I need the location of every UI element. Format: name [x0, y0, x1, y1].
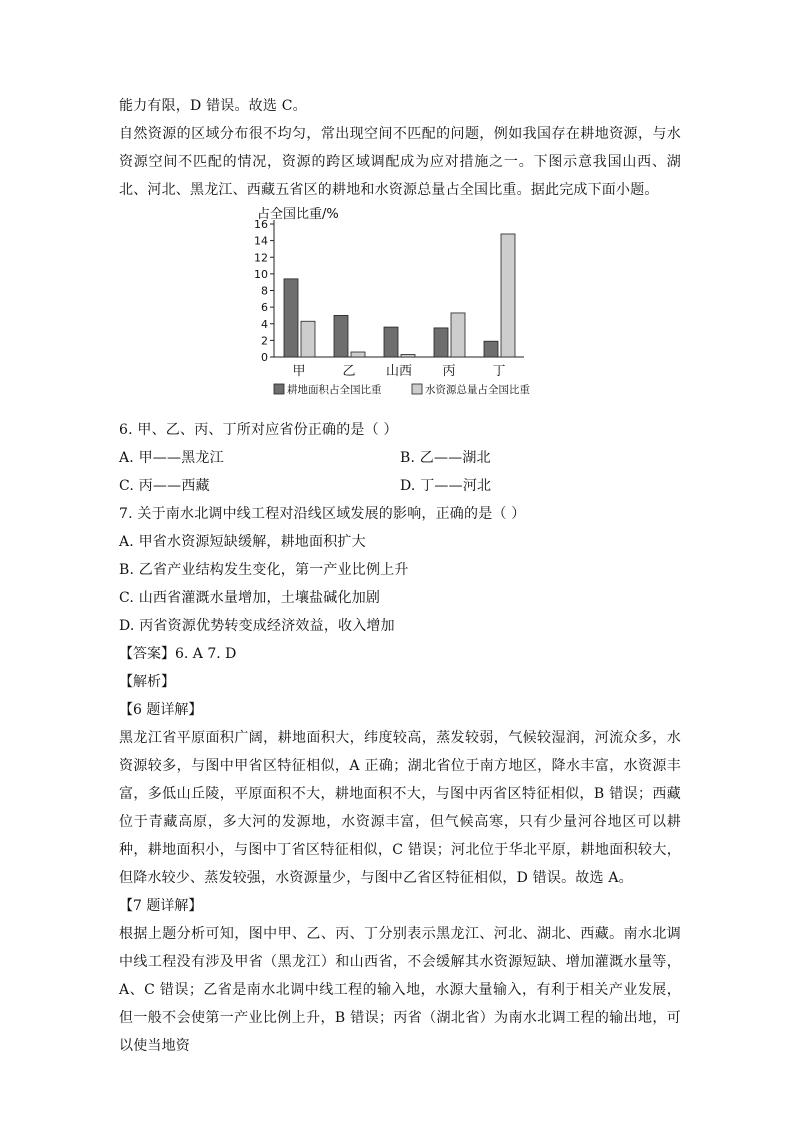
legend-label-1: 水资源总量占全国比重: [425, 384, 530, 396]
bar-farmland-2: [384, 327, 398, 357]
bar-water-1: [351, 352, 365, 357]
x-tick-label-1: 乙: [342, 364, 356, 379]
q6-detail: 黑龙江省平原面积广阔，耕地面积大，纬度较高，蒸发较弱，气候较湿润，河流众多，水资源较多，与图中甲省区特征相似，A 正确；湖北省位于南方地区，降水丰富，水资源丰富，多低山丘陵，平原面积不大，耕地面积不大，与图中丙省区特征相似，B 错误；西藏位于青藏高原，多大河的发源地，水资源丰富，但气候高寒，只有少量河谷地区可以耕种，耕地面积小，与图中丁省区特征相似，C 错误；河北位于华北平原，耕地面积较大，但降水较少、蒸发较强，水资源量少，与图中乙省区特征相似，D 错误。故选 A。: [119, 730, 681, 886]
x-tick-label-2: 山西: [385, 364, 413, 379]
q6-option-b: B. 乙——湖北: [400, 450, 491, 466]
bar-farmland-1: [334, 315, 348, 357]
question-6-options-row-1: [119, 444, 681, 472]
q6-option-c: C. 丙——西藏: [119, 478, 210, 494]
q7-option-c: C. 山西省灌溉水量增加，土壤盐碱化加剧: [119, 590, 381, 606]
q7-detail: 根据上题分析可知，图中甲、乙、丙、丁分别表示黑龙江、河北、湖北、西藏。南水北调中线工程没有涉及甲省（黑龙江）和山西省，不会缓解其水资源短缺、增加灌溉水量等，A、C 错误；乙省是南水北调中线工程的输入地，水源大量输入，有利于相关产业发展，但一般不会使第一产业比例上升，B 错误；丙省（湖北省）为南水北调工程的输出地，可以使当地资: [119, 926, 681, 1054]
q7-option-a: A. 甲省水资源短缺缓解，耕地面积扩大: [119, 534, 366, 550]
q6-option-d: D. 丁——河北: [400, 478, 492, 494]
document-page: [119, 92, 681, 1060]
x-tick-label-0: 甲: [292, 364, 306, 379]
x-tick-labels: [292, 364, 505, 379]
bar-farmland-4: [484, 341, 498, 357]
bar-farmland-3: [434, 328, 448, 357]
analysis-heading: 【解析】: [119, 674, 175, 690]
bar-water-0: [301, 321, 315, 357]
legend: [274, 383, 530, 396]
y-tick-label: 0: [261, 351, 268, 364]
answer-line: 【答案】6. A 7. D: [119, 646, 237, 662]
x-tick-label-3: 丙: [442, 364, 456, 379]
bar-farmland-0: [284, 279, 298, 357]
bars: [284, 234, 515, 357]
y-tick-label: 8: [261, 284, 268, 298]
q6-option-a: A. 甲——黑龙江: [119, 450, 224, 466]
bar-water-2: [401, 355, 415, 357]
bar-water-4: [501, 234, 515, 357]
legend-swatch-1: [412, 384, 422, 394]
q7-option-d: D. 丙省资源优势转变成经济效益，收入增加: [119, 618, 395, 634]
y-tick-label: 10: [254, 267, 268, 281]
question-stem: 自然资源的区域分布很不均匀，常出现空间不匹配的问题，例如我国存在耕地资源，与水资源空间不匹配的情况，资源的跨区域调配成为应对措施之一。下图示意我国山西、湖北、河北、黑龙江、西藏五省区的耕地和水资源总量占全国比重。据此完成下面小题。: [119, 126, 681, 198]
y-tick-label: 2: [261, 334, 268, 348]
question-6-options-row-2: [119, 472, 681, 500]
bar-water-3: [451, 313, 465, 357]
y-tick-label: 14: [254, 234, 268, 248]
question-7-stem: 7. 关于南水北调中线工程对沿线区域发展的影响，正确的是（ ）: [119, 506, 526, 522]
legend-label-0: 耕地面积占全国比重: [287, 384, 382, 396]
y-tick-label: 12: [254, 251, 268, 265]
x-tick-label-4: 丁: [492, 364, 506, 379]
q7-detail-heading: 【7 题详解】: [119, 898, 203, 914]
y-tick-label: 16: [254, 218, 268, 231]
legend-swatch-0: [274, 384, 284, 394]
question-6-stem: 6. 甲、乙、丙、丁所对应省份正确的是（ ）: [119, 422, 398, 438]
q6-detail-heading: 【6 题详解】: [119, 702, 203, 718]
chart-svg: [119, 204, 681, 416]
y-tick-label: 4: [261, 317, 268, 331]
bar-chart: [119, 204, 681, 416]
previous-answer-tail: 能力有限，D 错误。故选 C。: [119, 98, 307, 114]
q7-option-b: B. 乙省产业结构发生变化，第一产业比例上升: [119, 562, 409, 578]
y-tick-label: 6: [261, 301, 268, 315]
y-axis-label: 占全国比重/%: [257, 207, 339, 222]
